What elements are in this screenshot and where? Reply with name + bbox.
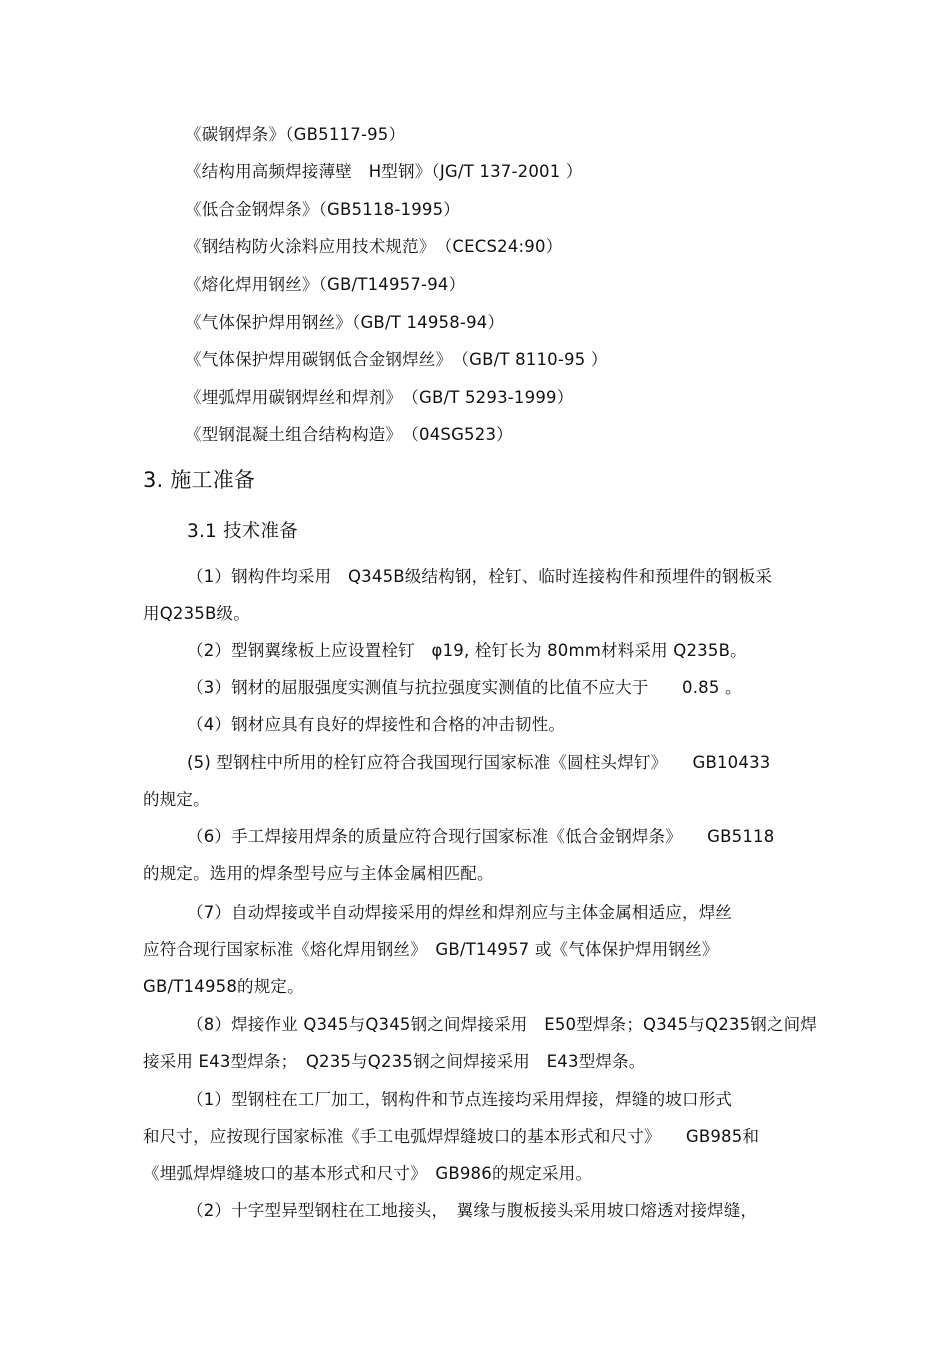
standard-item: 《型钢混凝土组合结构构造》 （04SG523） bbox=[185, 425, 513, 444]
paragraph-line: （6）手工焊接用焊条的质量应符合现行国家标准《低合金钢焊条》 GB5118 bbox=[187, 827, 775, 846]
paragraph-line: 接采用 E43型焊条； Q235与Q235钢之间焊接采用 E43型焊条。 bbox=[143, 1052, 646, 1071]
paragraph-line: 的规定。 bbox=[143, 790, 210, 809]
paragraph-line: （2）型钢翼缘板上应设置栓钉 φ19, 栓钉长为 80mm材料采用 Q235B。 bbox=[187, 641, 747, 660]
paragraph-line: 《埋弧焊焊缝坡口的基本形式和尺寸》 GB986的规定采用。 bbox=[143, 1164, 593, 1183]
paragraph-line: （7）自动焊接或半自动焊接采用的焊丝和焊剂应与主体金属相适应，焊丝 bbox=[187, 903, 733, 922]
standard-item: 《结构用高频焊接薄壁 H型钢》（JG/T 137-2001 ） bbox=[185, 162, 583, 181]
paragraph-line: 用Q235B级。 bbox=[143, 604, 250, 623]
paragraph-line: （2）十字型异型钢柱在工地接头， 翼缘与腹板接头采用坡口熔透对接焊缝， bbox=[187, 1201, 758, 1220]
standard-item: 《钢结构防火涂料应用技术规范》 （CECS24:90） bbox=[185, 237, 563, 256]
paragraph-line: GB/T14958的规定。 bbox=[143, 977, 304, 996]
paragraph-line: （1）型钢柱在工厂加工，钢构件和节点连接均采用焊接，焊缝的坡口形式 bbox=[187, 1090, 733, 1109]
standard-item: 《气体保护焊用钢丝》（GB/T 14958-94） bbox=[185, 313, 505, 332]
paragraph-line: 的规定。选用的焊条型号应与主体金属相匹配。 bbox=[143, 864, 494, 883]
paragraph-line: （4）钢材应具有良好的焊接性和合格的冲击韧性。 bbox=[187, 715, 566, 734]
standard-item: 《埋弧焊用碳钢焊丝和焊剂》 （GB/T 5293-1999） bbox=[185, 388, 574, 407]
paragraph-line: （8）焊接作业 Q345与Q345钢之间焊接采用 E50型焊条；Q345与Q235钢之间焊 bbox=[187, 1015, 818, 1034]
standard-item: 《气体保护焊用碳钢低合金钢焊丝》 （GB/T 8110-95 ） bbox=[185, 350, 608, 369]
paragraph-line: 和尺寸，应按现行国家标准《手工电弧焊焊缝坡口的基本形式和尺寸》 GB985和 bbox=[143, 1127, 760, 1146]
paragraph-line: 应符合现行国家标准《熔化焊用钢丝》 GB/T14957 或《气体保护焊用钢丝》 bbox=[143, 940, 719, 959]
section-heading: 3. 施工准备 bbox=[143, 468, 256, 492]
paragraph-line: (5) 型钢柱中所用的栓钉应符合我国现行国家标准《圆柱头焊钉》 GB10433 bbox=[187, 753, 771, 772]
paragraph-line: （1）钢构件均采用 Q345B级结构钢，栓钉、临时连接构件和预埋件的钢板采 bbox=[187, 567, 773, 586]
standard-item: 《熔化焊用钢丝》（GB/T14957-94） bbox=[185, 275, 466, 294]
paragraph-line: （3）钢材的屈服强度实测值与抗拉强度实测值的比值不应大于 0.85 。 bbox=[187, 678, 742, 697]
standard-item: 《低合金钢焊条》（GB5118-1995） bbox=[185, 200, 460, 219]
subsection-heading: 3.1 技术准备 bbox=[187, 521, 298, 542]
standard-item: 《碳钢焊条》（GB5117-95） bbox=[185, 125, 406, 144]
